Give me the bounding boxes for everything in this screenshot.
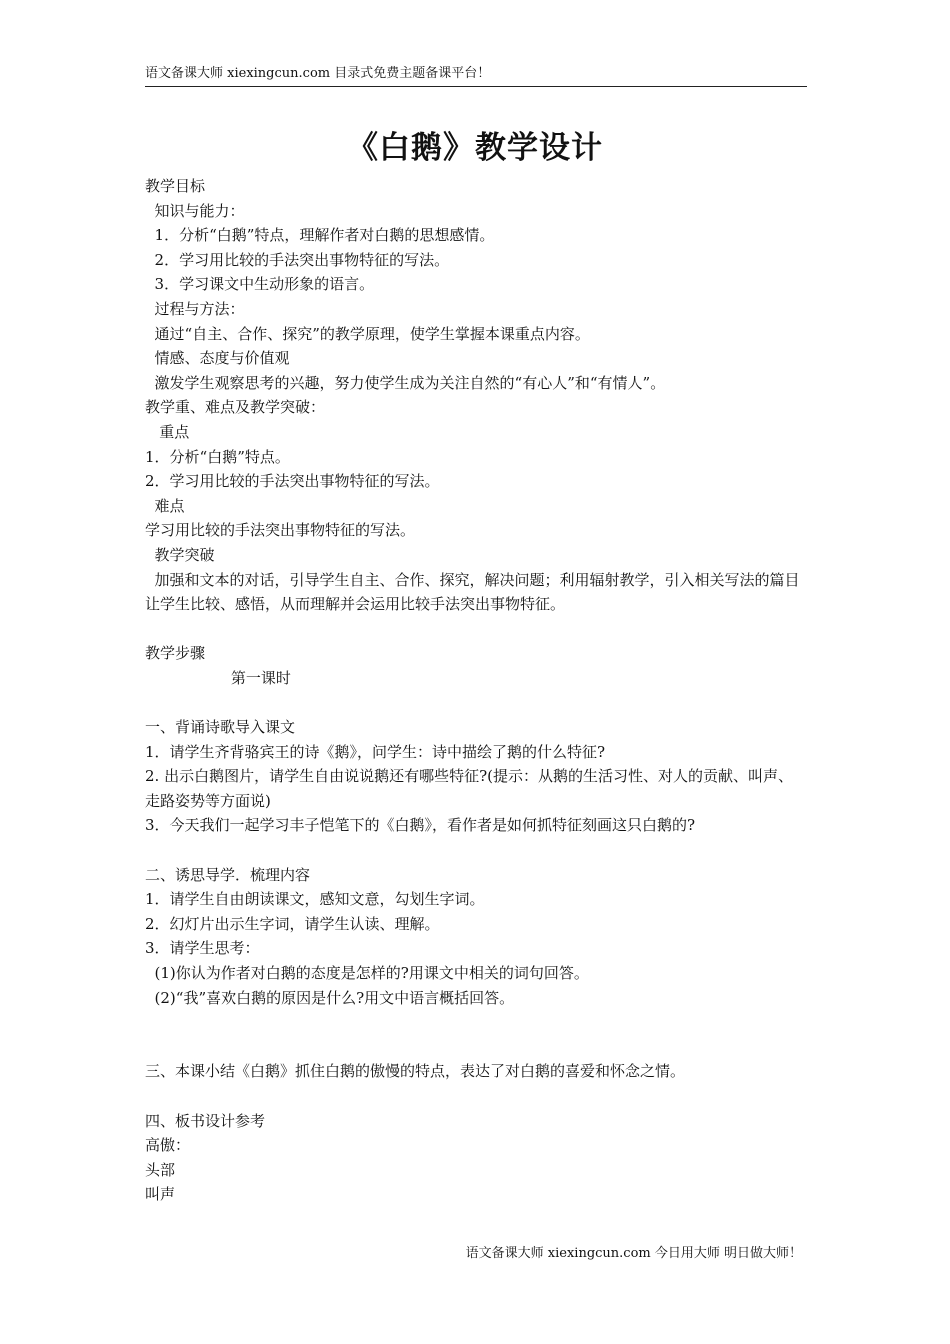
document-body: [145, 174, 807, 1207]
body-line: 1．分析“白鹅”特点。: [145, 447, 290, 466]
body-line: 1．请学生齐背骆宾王的诗《鹅》，问学生：诗中描绘了鹅的什么特征?: [145, 742, 606, 761]
body-line: 教学目标: [145, 177, 206, 195]
blank-line: [145, 1084, 807, 1109]
body-line: 教学突破: [145, 545, 215, 564]
body-line: 三、本课小结《白鹅》抓住白鹅的傲慢的特点，表达了对白鹅的喜爱和怀念之情。: [145, 1062, 686, 1081]
body-line: 加强和文本的对话，引导学生自主、合作、探究，解决问题；利用辐射教学，引入相关写法的篇目让学生比较、感悟，从而理解并会运用比较手法突出事物特征。: [145, 570, 800, 614]
body-line: (1)你认为作者对白鹅的态度是怎样的?用课文中相关的词句回答。: [145, 964, 589, 982]
body-line: (2)“我”喜欢白鹅的原因是什么?用文中语言概括回答。: [145, 988, 515, 1007]
body-line: 重点: [145, 422, 190, 441]
body-line: 1．分析“白鹅”特点，理解作者对白鹅的思想感情。: [145, 226, 495, 245]
page-header: 语文备课大师 xiexingcun.com 目录式免费主题备课平台！: [145, 64, 807, 87]
body-line: 3．学习课文中生动形象的语言。: [145, 275, 375, 294]
body-line: 3．今天我们一起学习丰子恺笔下的《白鹅》，看作者是如何抓特征刻画这只白鹅的?: [145, 816, 696, 835]
document-title: 《白鹅》教学设计: [347, 130, 603, 166]
body-line: 叫声: [145, 1185, 176, 1204]
page-footer: 语文备课大师 xiexingcun.com 今日用大师 明日做大师！: [465, 1246, 802, 1261]
body-line: 情感、态度与价值观: [145, 349, 290, 368]
blank-line: [145, 690, 807, 715]
body-line: 第一课时: [145, 668, 291, 687]
body-line: 过程与方法：: [145, 299, 245, 318]
body-line: 3．请学生思考：: [145, 939, 260, 958]
body-line: 2．学习用比较的手法突出事物特征的写法。: [145, 472, 440, 491]
body-line: 2. 出示白鹅图片，请学生自由说说鹅还有哪些特征?(提示：从鹅的生活习性、对人的贡献、叫声、走路姿势等方面说): [145, 767, 793, 810]
body-line: 高傲：: [145, 1136, 191, 1155]
body-line: 四、板书设计参考: [145, 1111, 266, 1130]
body-line: 通过“自主、合作、探究”的教学原理，使学生掌握本课重点内容。: [145, 324, 590, 343]
body-line: 难点: [145, 496, 185, 515]
body-line: 2．学习用比较的手法突出事物特征的写法。: [145, 250, 450, 269]
body-line: 知识与能力：: [145, 201, 245, 220]
body-line: 1．请学生自由朗读课文，感知文意，勾划生字词。: [145, 890, 485, 909]
blank-line: [145, 1010, 807, 1035]
body-line: 2．幻灯片出示生字词，请学生认读、理解。: [145, 914, 440, 933]
body-line: 二、诱思导学．梳理内容: [145, 865, 311, 884]
blank-line: [145, 617, 807, 642]
body-line: 激发学生观察思考的兴趣，努力使学生成为关注自然的“有心人”和“有情人”。: [145, 373, 666, 392]
body-line: 一、背诵诗歌导入课文: [145, 718, 296, 737]
body-line: 教学步骤: [145, 644, 206, 663]
blank-line: [145, 1035, 807, 1060]
body-line: 头部: [145, 1160, 176, 1179]
body-line: 学习用比较的手法突出事物特征的写法。: [145, 521, 416, 540]
blank-line: [145, 838, 807, 863]
body-line: 教学重、难点及教学突破：: [145, 398, 326, 417]
